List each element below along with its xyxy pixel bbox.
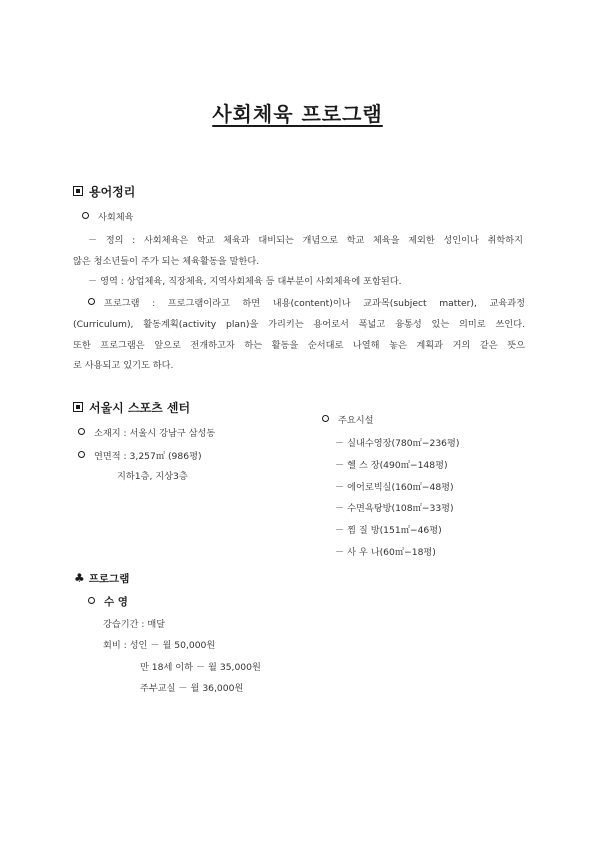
circle-bullet-icon (78, 428, 85, 435)
center-location (78, 425, 215, 439)
definition-line-2: 않은 청소년들이 주가 되는 체육활동을 말한다. (73, 256, 260, 267)
area-line: － 영역 : 상업체육, 직장체육, 지역사회체육 등 대부분이 사회체육에 포함된다. (88, 276, 402, 287)
program-line-1-text: 프로그램 : 프로그램이라고 하면 내용(content)이나 교과목(subject matter), 교육과정 (104, 298, 525, 309)
swim-heading (88, 594, 128, 609)
terms-heading-label: 용어정리 (89, 185, 136, 199)
program-line-2: (Curriculum), 활동계획(activity plan)을 가리키는 용어로서 폭넓고 융통성 있는 의미로 쓰인다. (73, 319, 525, 330)
filled-square-icon (73, 186, 83, 196)
facility-item: － 에어로빅실(160㎡−48평) (335, 482, 454, 493)
swim-fee-adult: 회비 : 성인 － 월 50,000원 (103, 640, 216, 651)
facility-item: － 찜 질 방(151㎡−46평) (335, 525, 442, 536)
center-heading (73, 399, 190, 416)
circle-bullet-icon (88, 597, 95, 604)
facilities-heading (322, 412, 374, 426)
circle-bullet-icon (322, 415, 329, 422)
circle-bullet-icon (88, 298, 95, 305)
facility-item: － 실내수영장(780㎡−236평) (335, 438, 460, 449)
page-title: 사회체육 프로그램 (212, 102, 383, 126)
definition-line-1: － 정의 : 사회체육은 학교 체육과 대비되는 개념으로 학교 체육을 제외한 성인이나 취학하지 (88, 235, 523, 246)
facilities-heading-text: 주요시설 (338, 415, 374, 426)
swim-period: 강습기간 : 매달 (103, 619, 166, 630)
swim-heading-label: 수 영 (104, 596, 128, 608)
program-line-3: 또한 프로그램은 앞으로 전개하고자 하는 활동을 순서대로 나열해 놓은 계획과 거의 같은 뜻으 (73, 340, 525, 351)
facility-item: － 사 우 나(60㎡−18평) (335, 547, 436, 558)
filled-square-icon (73, 402, 83, 412)
circle-bullet-icon (78, 451, 85, 458)
terms-item-social-sports (82, 209, 134, 223)
program-line-1 (88, 295, 525, 309)
program-line-4: 로 사용되고 있기도 하다. (73, 360, 174, 371)
club-suit-icon: ♣ (74, 571, 85, 585)
center-floors: 지하1층, 지상3층 (117, 471, 188, 482)
facility-item: － 수면욕탕방(108㎡−33평) (335, 503, 454, 514)
terms-item-label: 사회체육 (98, 212, 134, 223)
facility-item: － 헬 스 장(490㎡−148평) (335, 460, 448, 471)
center-heading-label: 서울시 스포츠 센터 (89, 401, 191, 415)
programs-heading (74, 571, 129, 586)
circle-bullet-icon (82, 212, 89, 219)
center-area (78, 448, 202, 462)
center-area-text: 연면적 : 3,257㎡ (986평) (94, 451, 202, 462)
swim-fee-youth: 만 18세 이하 － 월 35,000원 (140, 662, 261, 673)
swim-fee-homemaker: 주부교실 － 월 36,000원 (140, 683, 244, 694)
programs-heading-label: 프로그램 (88, 573, 130, 585)
center-location-text: 소재지 : 서울시 강남구 삼성동 (94, 428, 216, 439)
terms-heading (73, 183, 135, 200)
